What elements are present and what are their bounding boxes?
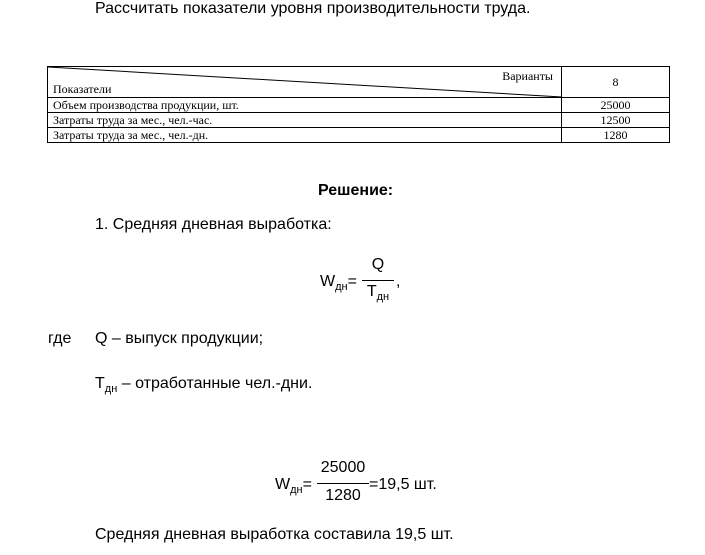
calc-numerator: 25000 [320,459,366,476]
where-word: где [48,330,72,347]
row-value: 12500 [562,113,670,128]
row-label: Объем производства продукции, шт. [48,98,562,113]
formula-comma: , [396,273,401,290]
formula-fraction [362,256,394,308]
table-header-row [48,67,670,98]
row-value: 1280 [562,128,670,143]
header-variant-number: 8 [562,67,670,98]
table-row [48,113,670,128]
where-t-desc: $T_{дн}$ – отработанные чел.-дни. [95,375,313,395]
formula-lhs: $W_{дн}=$ [320,273,357,293]
table-row [48,98,670,113]
calc-lhs: $W_{дн}=$ [275,476,312,496]
formula-numerator: Q [371,256,385,273]
conclusion-text: Средняя дневная выработка составила 19,5 шт. [95,526,454,543]
header-diagonal-cell [48,67,562,98]
calc-fraction [317,459,369,511]
row-label: Затраты труда за мес., чел.-час. [48,113,562,128]
fraction-bar [362,280,394,281]
calc-denominator: 1280 [325,487,361,504]
task-text: Рассчитать показатели уровня производительности труда. [95,0,531,17]
formula-denominator: $T_{дн}$ [366,283,390,303]
table-row [48,128,670,143]
header-variants: Варианты [502,69,553,83]
calc-result: =19,5 шт. [369,476,437,493]
where-q-desc: Q – выпуск продукции; [95,330,264,347]
fraction-bar [317,483,369,484]
step1-title: 1. Средняя дневная выработка: [95,216,332,233]
row-value: 25000 [562,98,670,113]
indicators-table [47,66,670,143]
header-indicators: Показатели [53,82,112,96]
row-label: Затраты труда за мес., чел.-дн. [48,128,562,143]
solution-heading: Решение: [318,182,394,199]
diagonal-divider [48,67,562,97]
